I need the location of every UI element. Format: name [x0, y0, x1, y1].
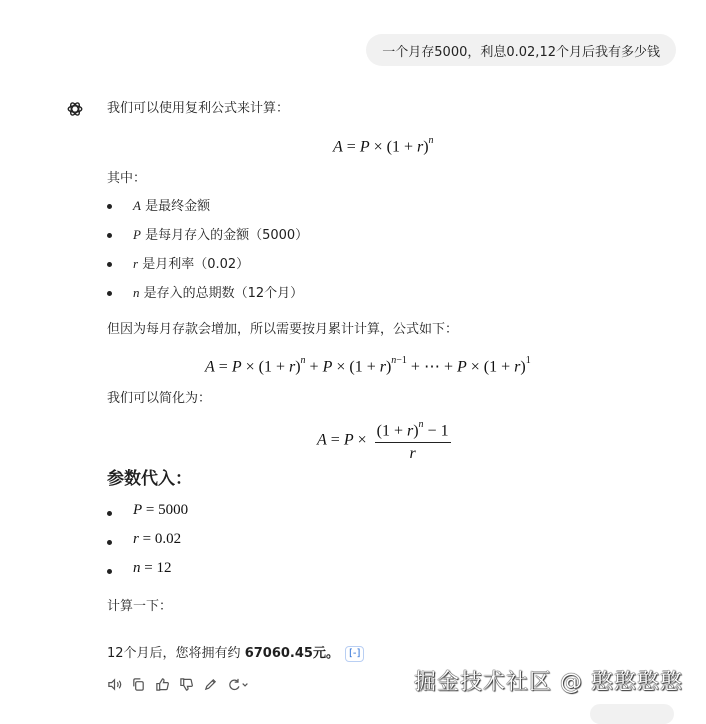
result-line: 12个月后，您将拥有约 67060.45元。 [-]: [107, 645, 364, 663]
citation-icon[interactable]: [-]: [345, 646, 364, 662]
result-value: 67060.45元。: [244, 646, 339, 661]
simplify-label: 我们可以简化为：: [107, 391, 212, 406]
list-item: P 是每月存入的金额（5000）: [133, 227, 309, 243]
list-item: n 是存入的总期数（12个月）: [133, 285, 304, 301]
where-label: 其中：: [107, 171, 147, 186]
message-toolbar: [106, 676, 250, 693]
compound-formula: $A = P \times (1 + r)^n$: [333, 135, 434, 156]
list-item: n = 12: [133, 560, 172, 576]
assistant-logo-icon: [64, 98, 86, 120]
copy-icon[interactable]: [130, 676, 147, 693]
watermark: 掘金技术社区 @ 憨憨憨憨: [414, 670, 683, 695]
list-item: r 是月利率（0.02）: [133, 256, 250, 272]
calc-label: 计算一下：: [107, 599, 173, 614]
edit-icon[interactable]: [202, 676, 219, 693]
monthly-note: 但因为每月存款会增加，所以需要按月累计计算，公式如下：: [107, 322, 459, 337]
list-item: r = 0.02: [133, 531, 182, 547]
list-item: A 是最终金额: [133, 198, 211, 214]
thumbs-down-icon[interactable]: [178, 676, 195, 693]
user-message-bubble: [366, 34, 676, 66]
regenerate-icon[interactable]: [226, 676, 250, 693]
list-item: P = 5000: [133, 502, 189, 518]
accumulation-formula: $A = P \times (1 + r)^n + P \times (1 + r)^{n-1}$ + ⋯ + $P \times (1 + r)^1$: [205, 355, 531, 376]
speaker-icon[interactable]: [106, 676, 123, 693]
simplified-formula: A = P × $\frac{(1 + r)^n - 1}{r}$: [317, 419, 449, 463]
thumbs-up-icon[interactable]: [154, 676, 171, 693]
user-message-text: 一个月存5000，利息0.02,12个月后我有多少钱: [382, 44, 660, 60]
input-bar-edge: [590, 704, 674, 724]
intro-text: 我们可以使用复利公式来计算：: [107, 101, 290, 116]
params-heading: 参数代入：: [107, 469, 192, 489]
